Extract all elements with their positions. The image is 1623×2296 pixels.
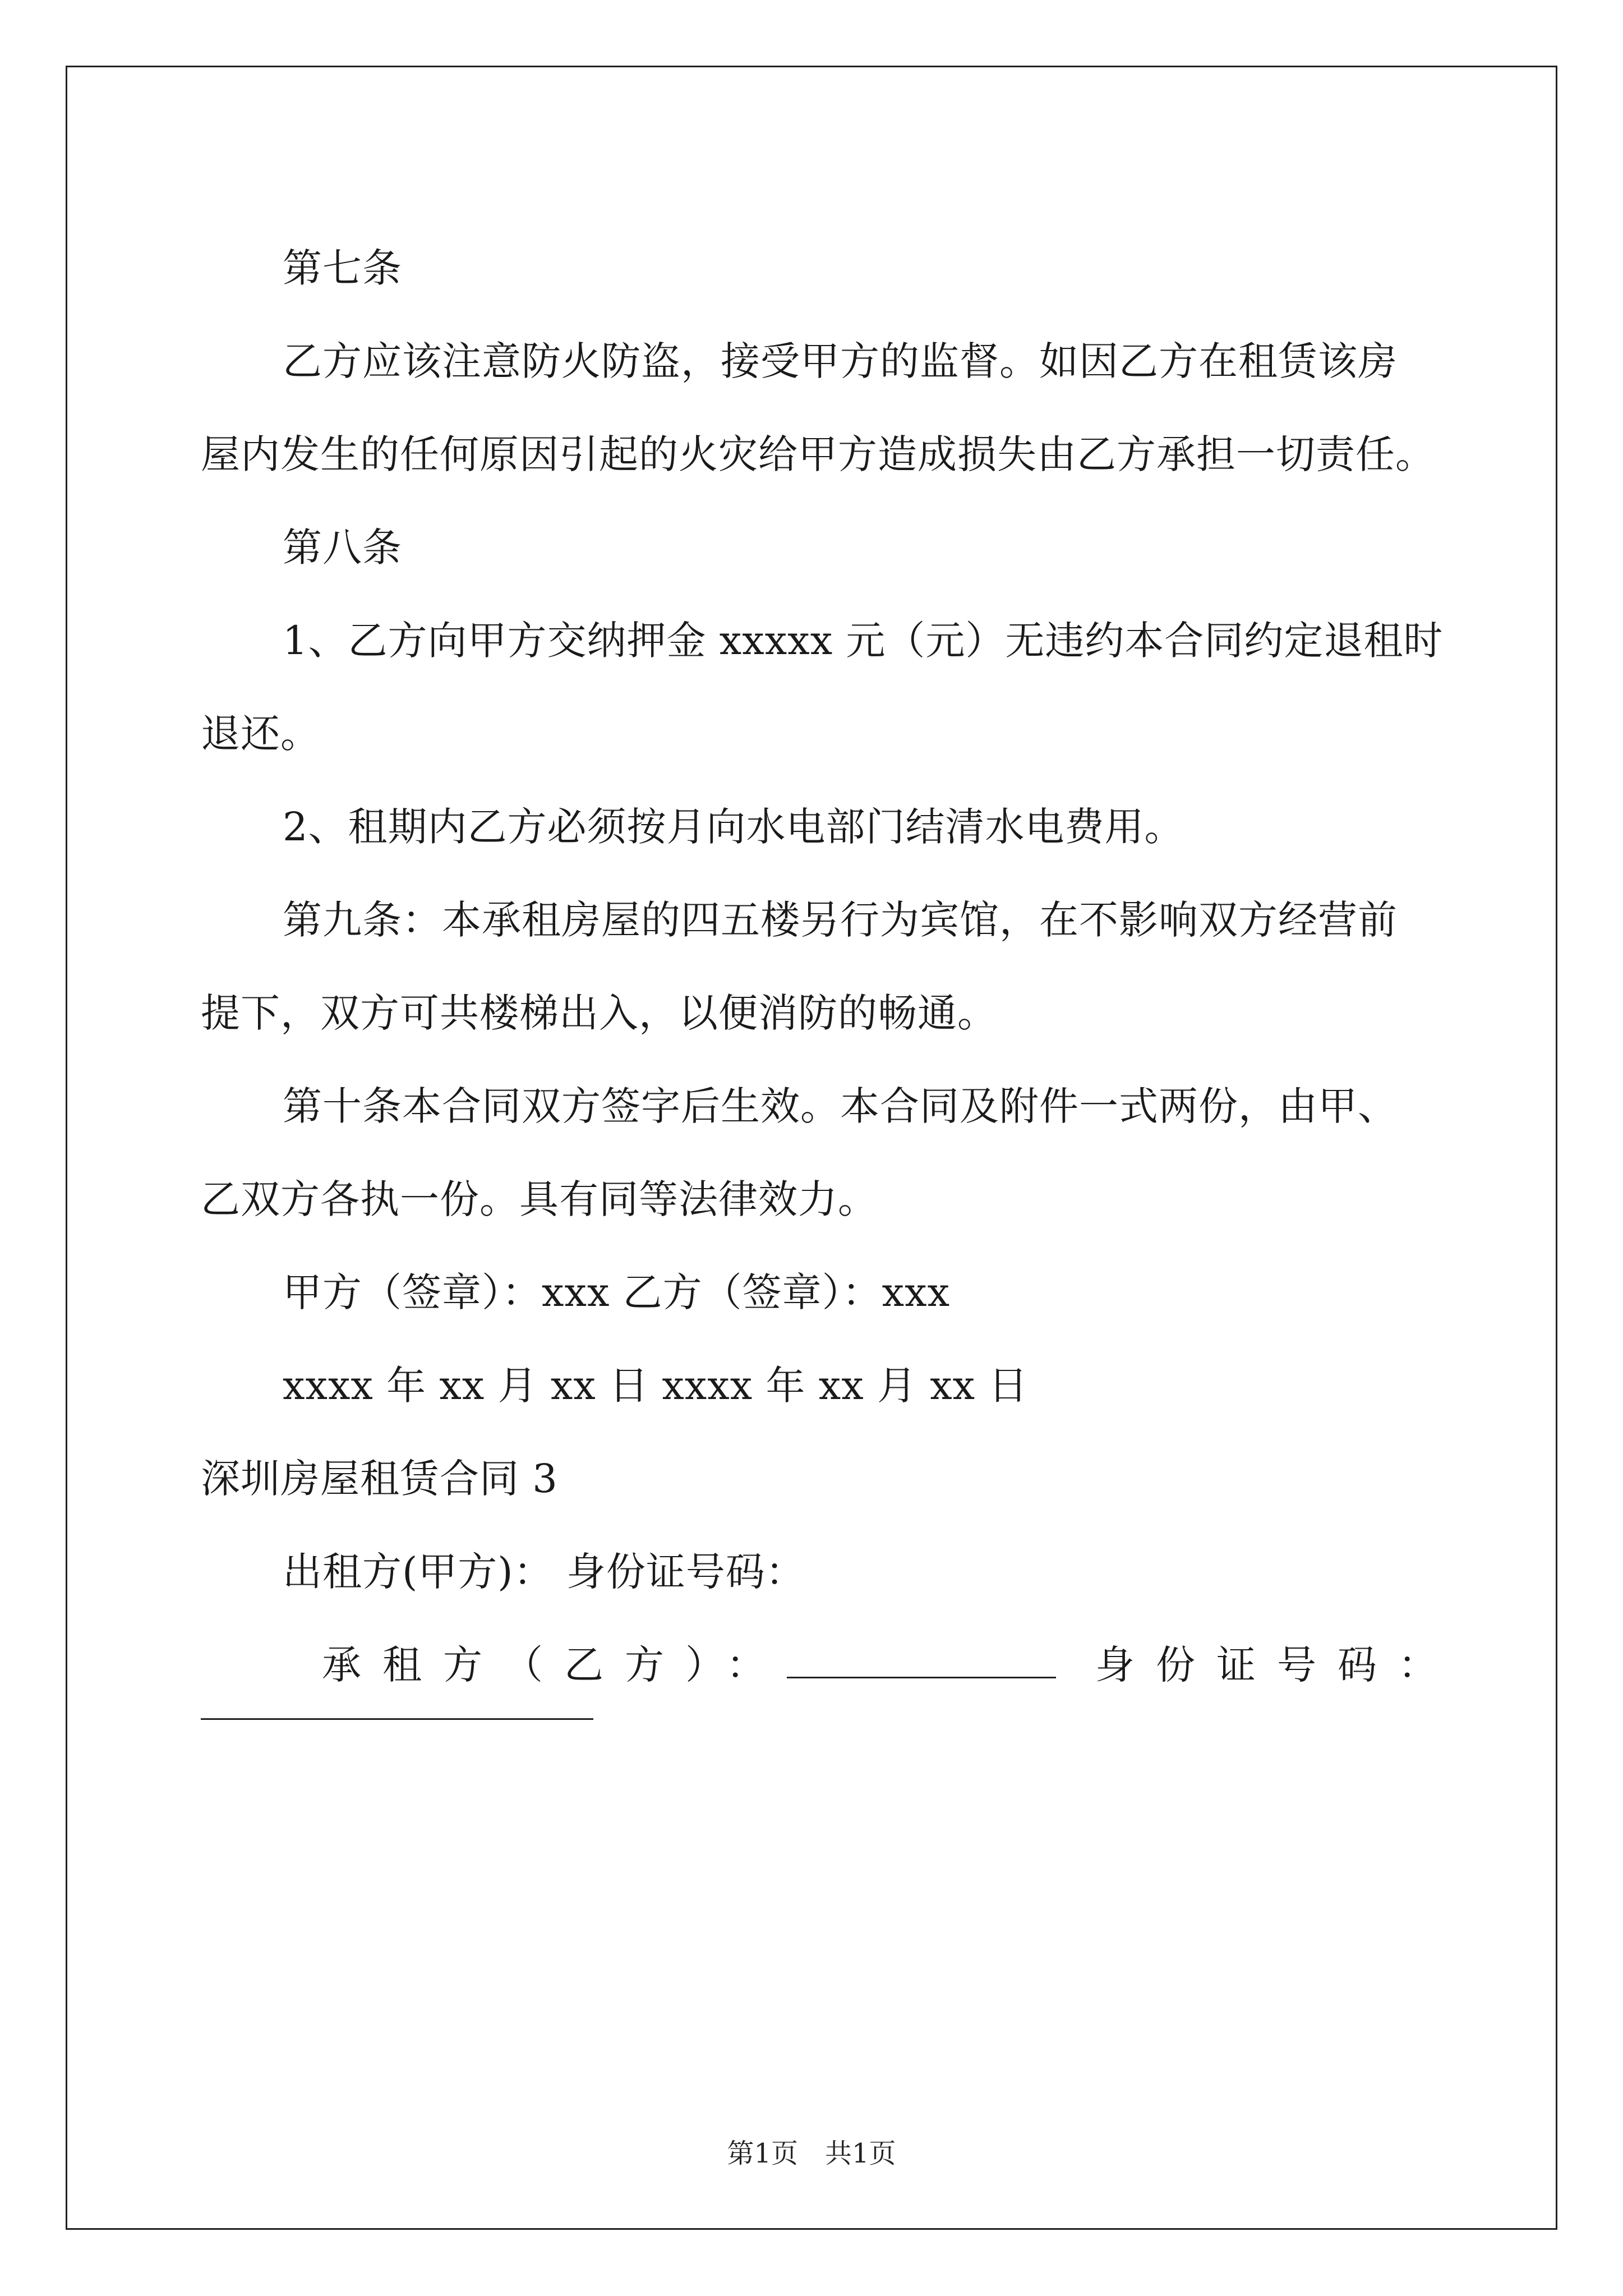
article-8-item-1-line-2: 退还。 [201, 711, 320, 757]
article-9-line-1: 第九条：本承租房屋的四五楼另行为宾馆，在不影响双方经营前 [283, 897, 1398, 943]
article-8-item-1-line-1: 1、乙方向甲方交纳押金 xxxxx 元（元）无违约本合同约定退租时 [283, 618, 1444, 664]
lessee-line [201, 1618, 1459, 1711]
article-7-para-line-1: 乙方应该注意防火防盗，接受甲方的监督。如因乙方在租赁该房 [283, 338, 1398, 384]
article-10-line-2: 乙双方各执一份。具有同等法律效力。 [201, 1176, 878, 1222]
signature-line: 甲方（签章）：xxx 乙方（签章）：xxx [283, 1269, 951, 1315]
page-footer: 第1页 共1页 [727, 2138, 896, 2169]
lessee-label: 承租方（乙方）： [322, 1642, 787, 1688]
lessor-line: 出租方(甲方)： 身份证号码： [283, 1549, 805, 1595]
article-8-heading: 第八条 [283, 524, 402, 570]
article-8-item-2: 2、租期内乙方必须按月向水电部门结清水电费用。 [283, 804, 1184, 850]
lessee-id-blank [201, 1717, 593, 1720]
contract-title: 深圳房屋租赁合同 3 [201, 1456, 558, 1502]
article-7-heading: 第七条 [283, 245, 402, 291]
article-9-line-2: 提下，双方可共楼梯出入，以便消防的畅通。 [201, 990, 997, 1036]
lessee-name-blank [787, 1654, 1056, 1678]
article-7-para-line-2: 屋内发生的任何原因引起的火灾给甲方造成损失由乙方承担一切责任。 [201, 431, 1435, 477]
article-10-line-1: 第十条本合同双方签字后生效。本合同及附件一式两份，由甲、 [283, 1083, 1398, 1129]
document-body [201, 222, 1459, 1720]
lessee-id-label: 身份证号码： [1095, 1642, 1459, 1688]
date-line: xxxx 年 xx 月 xx 日 xxxx 年 xx 月 xx 日 [283, 1363, 1029, 1409]
